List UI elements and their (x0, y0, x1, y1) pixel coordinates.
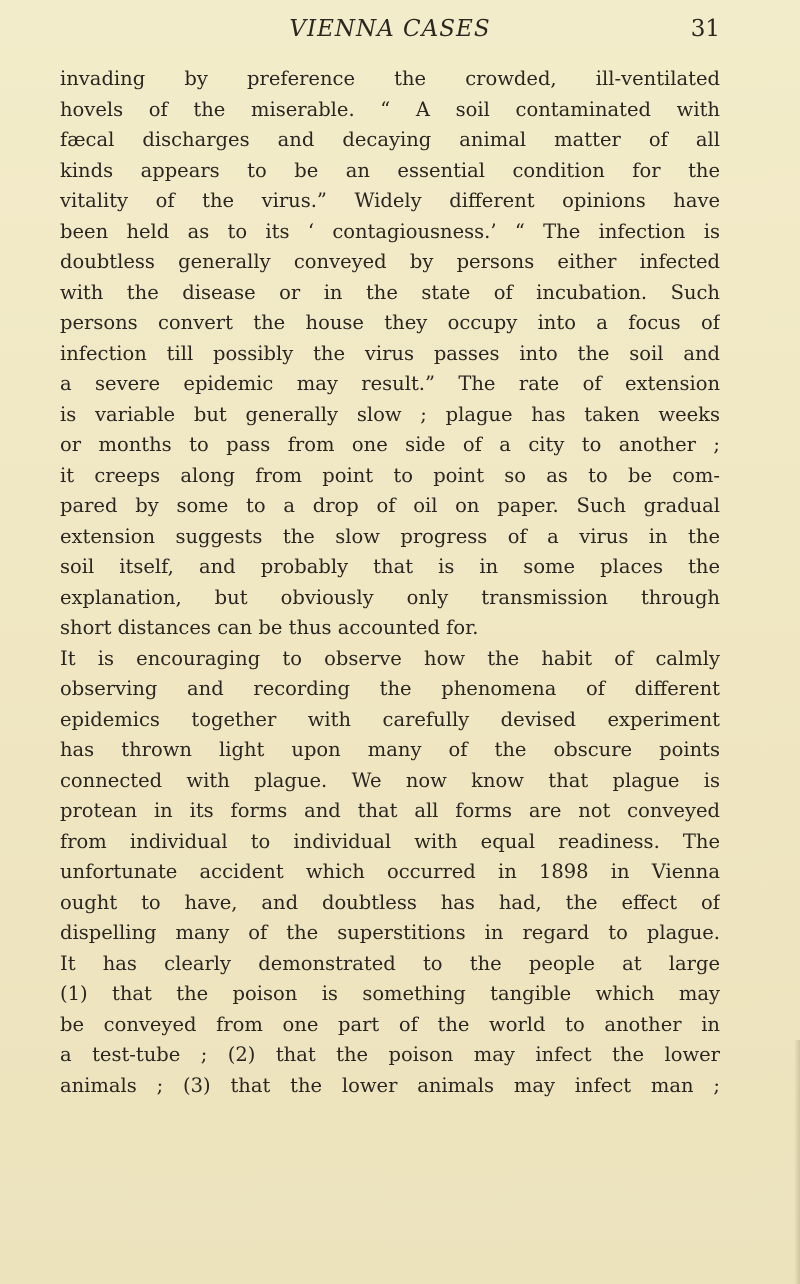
text-line: has thrown light upon many of the obscure points (60, 738, 720, 761)
text-line: dispelling many of the superstitions in regard to plague. (60, 921, 720, 944)
text-line: from individual to individual with equal readiness. The (60, 829, 720, 853)
text-line: animals ; (3) that the lower animals may infect man ; (60, 1073, 720, 1097)
text-line: invading by preference the crowded, ill-ventilated (60, 67, 720, 90)
running-title: VIENNA CASES (289, 16, 491, 42)
page-number: 31 (690, 16, 720, 42)
running-head (60, 16, 720, 52)
text-line: it creeps along from point to point so as to be com- (60, 463, 720, 487)
text-line: or months to pass from one side of a city to another ; (60, 433, 720, 456)
text-line: infection till possibly the virus passes into the soil and (60, 341, 720, 365)
body-text (60, 64, 720, 1101)
text-line: with the disease or in the state of incubation. Such (60, 280, 720, 304)
text-line: a test-tube ; (2) that the poison may infect the lower (60, 1043, 720, 1066)
page-edge-shadow (794, 1040, 800, 1284)
text-line: ought to have, and doubtless has had, the effect of (60, 890, 720, 914)
text-line: kinds appears to be an essential condition for the (60, 158, 720, 182)
text-line: soil itself, and probably that is in some places the (60, 555, 720, 578)
paragraph-end-line: short distances can be thus accounted for. (60, 616, 479, 639)
text-line: explanation, but obviously only transmission through (60, 585, 720, 609)
text-line: extension suggests the slow progress of a virus in the (60, 524, 720, 548)
text-line: is variable but generally slow ; plague has taken weeks (60, 402, 720, 426)
text-line: pared by some to a drop of oil on paper. Such gradual (60, 494, 720, 517)
text-line: been held as to its ‘ contagiousness.’ “ The infection is (60, 219, 720, 243)
text-line: connected with plague. We now know that plague is (60, 768, 720, 792)
text-line: a severe epidemic may result.” The rate of extension (60, 372, 720, 395)
text-line: doubtless generally conveyed by persons either infected (60, 250, 720, 273)
text-line: persons convert the house they occupy into a focus of (60, 311, 720, 334)
text-line: vitality of the virus.” Widely different opinions have (60, 189, 720, 212)
text-line: protean in its forms and that all forms are not conveyed (60, 799, 720, 822)
text-line: epidemics together with carefully devised experiment (60, 707, 720, 731)
text-line: be conveyed from one part of the world to another in (60, 1012, 720, 1036)
text-line: hovels of the miserable. “ A soil contaminated with (60, 97, 720, 121)
text-line: It has clearly demonstrated to the people at large (60, 951, 720, 975)
paragraph-start-line: It is encouraging to observe how the habit of calmly (60, 646, 720, 670)
text-line: (1) that the poison is something tangible which may (60, 982, 720, 1005)
text-line: unfortunate accident which occurred in 1898 in Vienna (60, 860, 720, 883)
text-line: fæcal discharges and decaying animal matter of all (60, 128, 720, 151)
text-line: observing and recording the phenomena of different (60, 677, 720, 700)
